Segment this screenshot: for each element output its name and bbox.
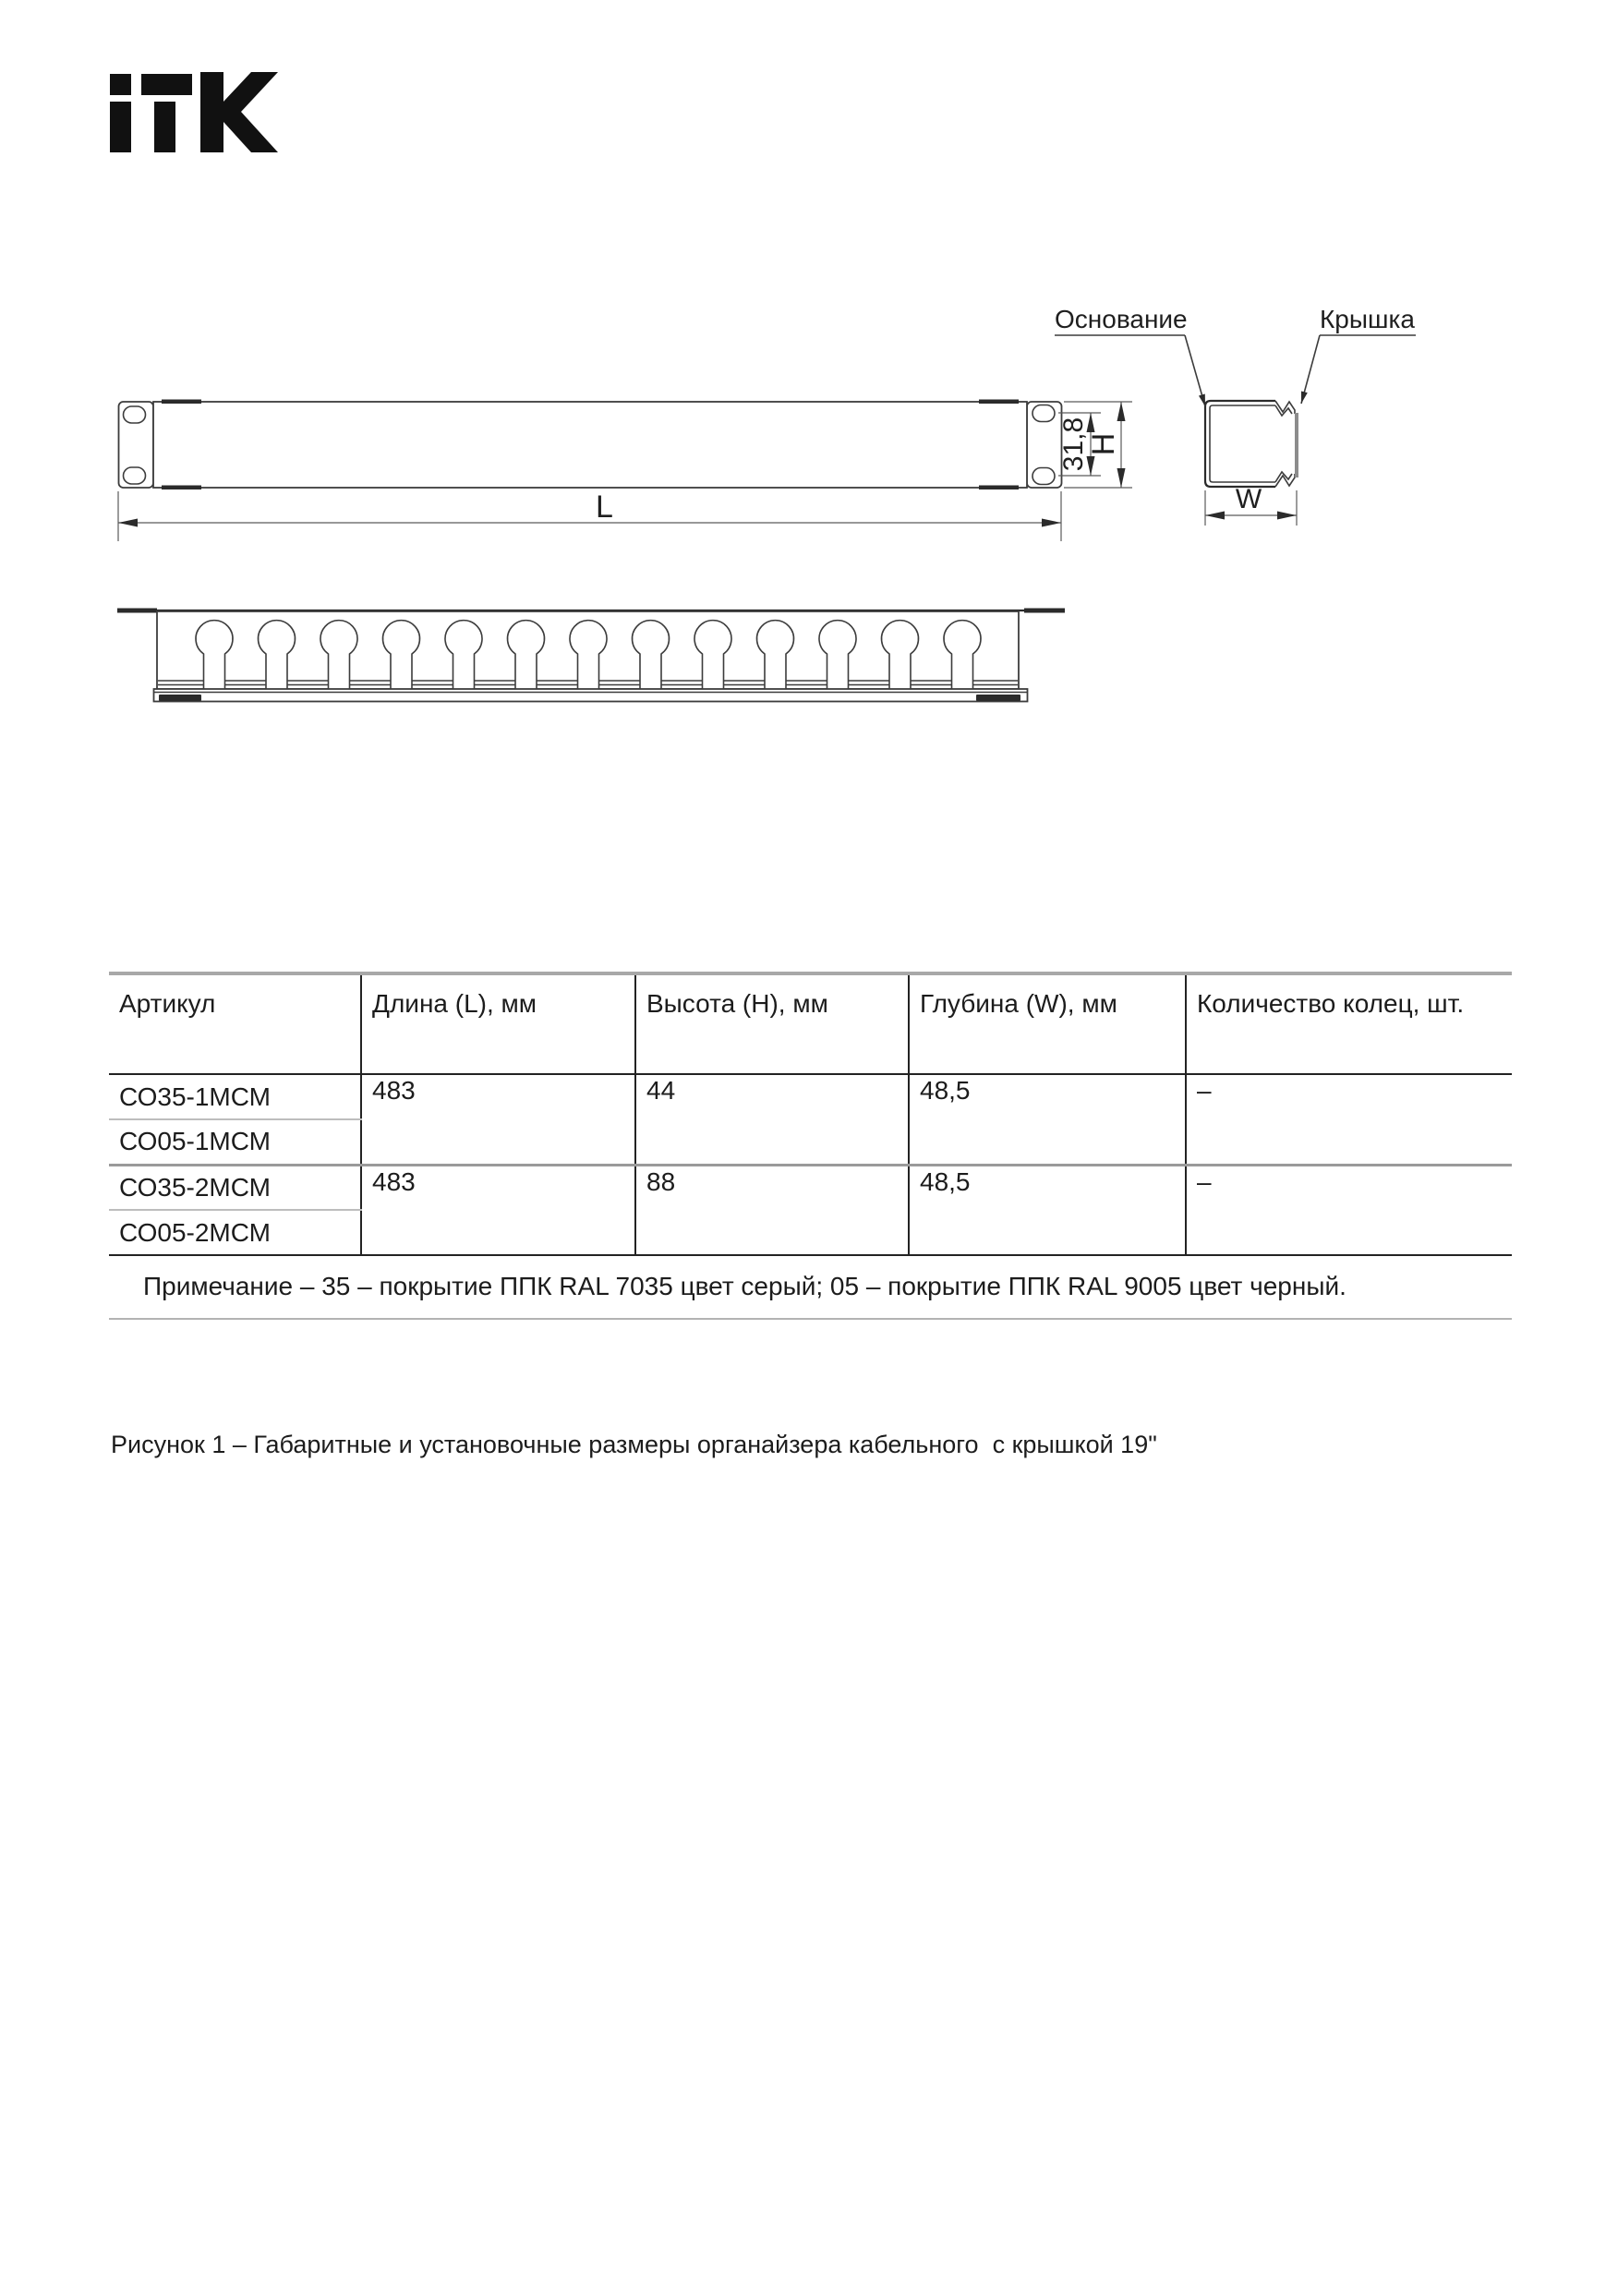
dimensions-table [109, 972, 1512, 1320]
bar-clip-right [976, 695, 1020, 701]
table-row [109, 1165, 1512, 1210]
rings-cell: – [1186, 1074, 1512, 1165]
height-cell: 88 [635, 1165, 909, 1255]
article-cell: СО35-2МСМ [109, 1165, 361, 1210]
cover-clip-mark [979, 486, 1019, 490]
table-note-row [109, 1255, 1512, 1319]
col-header-depth: Глубина (W), мм [909, 973, 1186, 1074]
rings-cell: – [1186, 1165, 1512, 1255]
front-view [119, 400, 1062, 490]
col-header-length: Длина (L), мм [361, 973, 635, 1074]
technical-drawing [0, 0, 1618, 767]
label-cover: Крышка [1320, 305, 1415, 333]
label-base: Основание [1055, 305, 1188, 333]
depth-cell: 48,5 [909, 1074, 1186, 1165]
figure-caption: Рисунок 1 – Габаритные и установочные размеры органайзера кабельного с крышкой 19" [111, 1431, 1157, 1458]
cover-clip-mark [162, 400, 201, 405]
profile-base-outline [1205, 401, 1275, 487]
cover-clip-mark [979, 400, 1019, 405]
table-header-row [109, 973, 1512, 1074]
length-cell: 483 [361, 1074, 635, 1165]
cover-clip-mark [162, 486, 201, 490]
profile-base-inner [1210, 405, 1275, 482]
article-cell: СО05-2МСМ [109, 1210, 361, 1255]
dim-label-W: W [1235, 484, 1262, 514]
col-header-article: Артикул [109, 973, 361, 1074]
organizer-view [117, 609, 1065, 702]
bar-clip-left [159, 695, 201, 701]
dimension-W [1205, 484, 1297, 526]
dim-label-31-8: 31,8 [1058, 417, 1089, 472]
article-cell: СО35-1МСМ [109, 1074, 361, 1119]
panel-body [153, 402, 1027, 488]
dim-label-L: L [596, 489, 613, 525]
table-note: Примечание – 35 – покрытие ППК RAL 7035 цвет серый; 05 – покрытие ППК RAL 9005 цвет черный. [109, 1255, 1512, 1319]
callout-base [1055, 305, 1205, 406]
table-row [109, 1074, 1512, 1119]
article-cell: СО05-1МСМ [109, 1119, 361, 1165]
profile-view [1205, 401, 1297, 487]
length-cell: 483 [361, 1165, 635, 1255]
dim-label-H: H [1086, 432, 1121, 456]
height-cell: 44 [635, 1074, 909, 1165]
col-header-rings: Количество колец, шт. [1186, 973, 1512, 1074]
dimension-L [118, 489, 1061, 541]
depth-cell: 48,5 [909, 1165, 1186, 1255]
callout-cover [1301, 305, 1416, 404]
organizer-bottom-bar [154, 689, 1028, 702]
col-header-height: Высота (H), мм [635, 973, 909, 1074]
